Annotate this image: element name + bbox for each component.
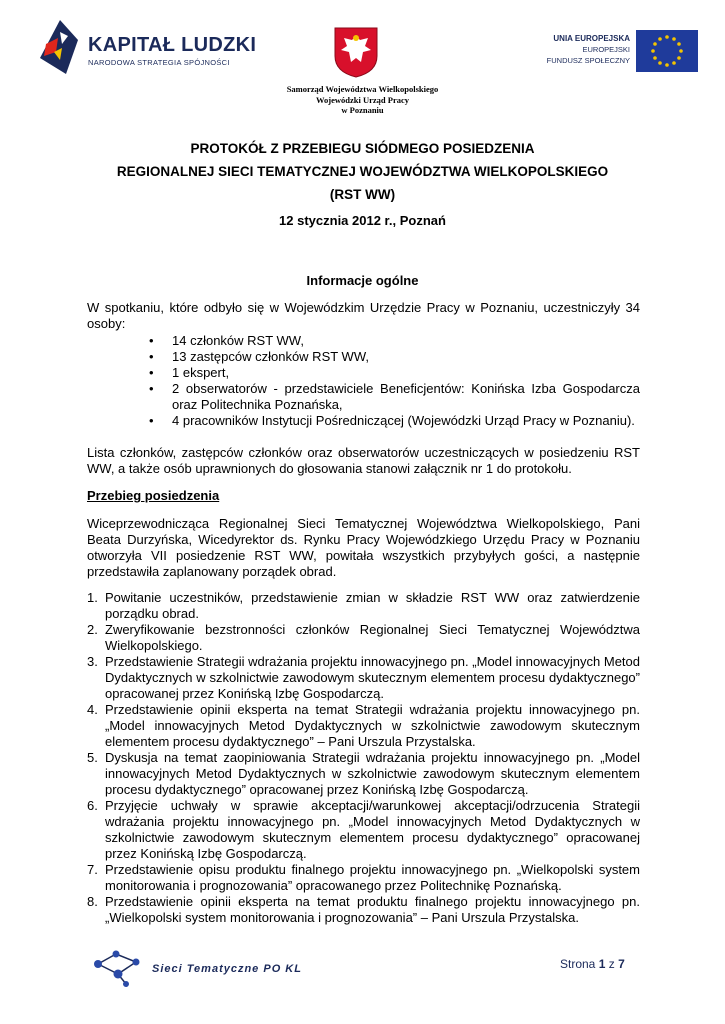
agenda-text: Przedstawienie opisu produktu finalnego projektu innowacyjnego pn. „Wielkopolski system monitorowania i prognozowania” opracowanego przez Politechnikę Poznańską. xyxy=(105,862,640,893)
general-intro-paragraph: W spotkaniu, które odbyło się w Wojewódzkim Urzędzie Pracy w Poznaniu, uczestniczyły 34 osoby: xyxy=(87,300,640,331)
list-item-text: 4 pracowników Instytucji Pośredniczącej (Wojewódzki Urząd Pracy w Poznaniu). xyxy=(172,413,635,428)
institution-name xyxy=(0,84,725,116)
agenda-list xyxy=(87,590,640,926)
sieci-tematyczne-logo xyxy=(90,948,330,992)
list-item-text: 1 ekspert, xyxy=(172,365,230,380)
agenda-text: Przedstawienie Strategii wdrażania projektu innowacyjnego pn. „Model innowacyjnych Metod Dydaktycznych w szkolnictwie zawodowym skutecznym elementem procesu dydaktycznego” opracowanej przez Konińską Izbę Gospodarczą. xyxy=(105,654,640,701)
agenda-number: 5. xyxy=(87,750,98,765)
eu-line1: UNIA EUROPEJSKA xyxy=(553,34,630,43)
page-current: 1 xyxy=(598,957,606,971)
footer-logo-text: Sieci Tematyczne PO KL xyxy=(152,963,302,975)
agenda-number: 7. xyxy=(87,862,98,877)
agenda-number: 1. xyxy=(87,590,98,605)
list-item-text: 2 obserwatorów - przedstawiciele Beneficjentów: Konińska Izba Gospodarcza oraz Politechnika Poznańska, xyxy=(172,381,640,412)
document-title xyxy=(0,141,725,228)
eu-line3: FUNDUSZ SPOŁECZNY xyxy=(546,56,630,65)
attendance-note-paragraph: Lista członków, zastępców członków oraz obserwatorów uczestniczących w posiedzeniu RST WW, a także osób uprawnionych do głosowania stanowi załącznik nr 1 do protokołu. xyxy=(87,445,640,476)
eu-line2: EUROPEJSKI xyxy=(582,45,630,54)
page-total: 7 xyxy=(618,957,625,971)
agenda-item xyxy=(87,894,640,926)
proceedings-intro-paragraph: Wiceprzewodnicząca Regionalnej Sieci Tematycznej Województwa Wielkopolskiego, Pani Beata Durzyńska, Wicedyrektor ds. Rynku Pracy Wojewódzkiego Urzędu Pracy w Poznaniu otworzyła VII posiedzenie RST WW, powitała wszystkich przybyłych gości, a następnie przedstawiła zaplanowany porządek obrad. xyxy=(87,516,640,579)
bullet-icon: • xyxy=(149,349,154,364)
agenda-text: Zweryfikowanie bezstronności członków Regionalnej Sieci Tematycznej Województwa Wielkopolskiego. xyxy=(105,622,640,653)
title-line1: PROTOKÓŁ Z PRZEBIEGU SIÓDMEGO POSIEDZENIA xyxy=(190,141,535,156)
participants-list xyxy=(87,333,640,429)
agenda-item xyxy=(87,622,640,654)
bullet-icon: • xyxy=(149,381,154,396)
page-prefix: Strona xyxy=(560,957,596,971)
agenda-text: Przedstawienie opinii eksperta na temat Strategii wdrażania projektu innowacyjnego pn. „Model innowacyjnych Metod Dydaktycznych w szkolnictwie zawodowym skutecznym elementem procesu dydaktycznego” – Pani Urszula Przystalska. xyxy=(105,702,640,749)
kapital-ludzki-subtitle: NARODOWA STRATEGIA SPÓJNOŚCI xyxy=(88,58,230,67)
general-info-heading: Informacje ogólne xyxy=(306,273,419,288)
list-item xyxy=(87,413,640,429)
agenda-text: Powitanie uczestników, przedstawienie zmian w składzie RST WW oraz zatwierdzenie porządku obrad. xyxy=(105,590,640,621)
eu-text xyxy=(547,33,630,66)
agenda-item xyxy=(87,654,640,702)
kapital-ludzki-title: KAPITAŁ LUDZKI xyxy=(88,34,257,56)
agenda-number: 6. xyxy=(87,798,98,813)
eu-flag-icon xyxy=(636,30,698,72)
institution-line2: Wojewódzki Urząd Pracy xyxy=(315,94,409,105)
agenda-item xyxy=(87,750,640,798)
wielkopolska-crest-icon xyxy=(333,26,379,78)
list-item xyxy=(87,349,640,365)
agenda-number: 4. xyxy=(87,702,98,717)
list-item xyxy=(87,381,640,413)
list-item-text: 14 członków RST WW, xyxy=(172,333,304,348)
bullet-icon: • xyxy=(149,413,154,428)
title-line2: REGIONALNEJ SIECI TEMATYCZNEJ WOJEWÓDZTWA WIELKOPOLSKIEGO xyxy=(116,164,609,179)
kapital-ludzki-logo xyxy=(38,16,257,78)
agenda-item xyxy=(87,862,640,894)
agenda-item xyxy=(87,702,640,750)
page-separator: z xyxy=(608,957,615,971)
network-nodes-icon xyxy=(90,948,150,988)
institution-line1: Samorząd Województwa Wielkopolskiego xyxy=(286,84,439,94)
agenda-text: Przedstawienie opinii eksperta na temat produktu finalnego projektu innowacyjnego pn. „Wielkopolski system monitorowania i prognozowania” – Pani Urszula Przystalska. xyxy=(105,894,640,925)
agenda-item xyxy=(87,798,640,862)
bullet-icon: • xyxy=(149,365,154,380)
proceedings-heading: Przebieg posiedzenia xyxy=(87,488,220,503)
agenda-number: 2. xyxy=(87,622,98,637)
agenda-item xyxy=(87,590,640,622)
kapital-ludzki-emblem-icon xyxy=(38,18,80,76)
list-item xyxy=(87,333,640,349)
agenda-number: 3. xyxy=(87,654,98,669)
list-item xyxy=(87,365,640,381)
institution-line3: w Poznaniu xyxy=(341,105,384,115)
list-item-text: 13 zastępców członków RST WW, xyxy=(172,349,369,364)
page-number xyxy=(560,957,625,971)
bullet-icon: • xyxy=(149,333,154,348)
title-line3: (RST WW) xyxy=(329,187,396,202)
agenda-number: 8. xyxy=(87,894,98,909)
agenda-text: Dyskusja na temat zaopiniowania Strategii wdrażania projektu innowacyjnego pn. „Model innowacyjnych Metod Dydaktycznych w szkolnictwie zawodowym skutecznym elementem procesu dydaktycznego” opracowanej przez Konińską Izbę Gospodarczą. xyxy=(105,750,640,797)
document-date: 12 stycznia 2012 r., Poznań xyxy=(279,213,446,228)
eu-logo xyxy=(548,30,698,74)
agenda-text: Przyjęcie uchwały w sprawie akceptacji/warunkowej akceptacji/odrzucenia Strategii wdrażania projektu innowacyjnego pn. „Model innowacyjnych Metod Dydaktycznych w szkolnictwie zawodowym skutecznym elementem procesu dydaktycznego” opracowanej przez Konińską Izbę Gospodarczą. xyxy=(105,798,640,861)
